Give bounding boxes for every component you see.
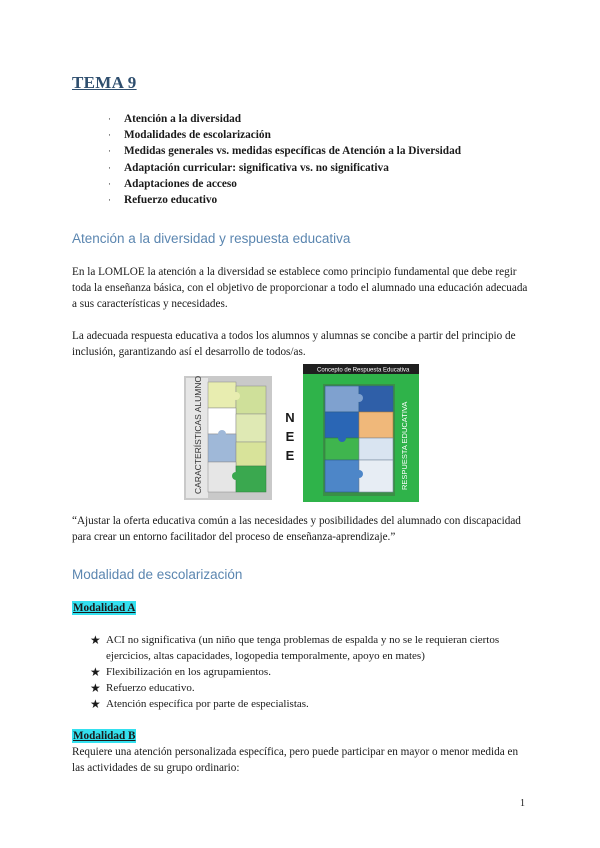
page-number: 1: [520, 798, 525, 809]
nee-label: N E E: [285, 410, 295, 463]
topic-item: · Atención a la diversidad: [108, 111, 461, 127]
topic-item: · Modalidades de escolarización: [108, 127, 461, 143]
bullet-icon: ·: [108, 178, 111, 189]
quote-paragraph: “Ajustar la oferta educativa común a las necesidades y posibilidades del alumnado con discapacidad para crear un entorno facilitador del proceso de enseñanza-aprendizaje.”: [72, 515, 521, 543]
modalidad-a-label: Modalidad A: [73, 602, 136, 614]
puzzle-educational-response-figure: [303, 364, 419, 502]
star-icon: ★: [90, 665, 101, 679]
star-icon: ★: [90, 697, 101, 711]
list-item: ★ Atención específica por parte de especialistas.: [90, 697, 309, 711]
star-icon: ★: [90, 681, 101, 695]
bullet-icon: ·: [108, 130, 111, 141]
modalidad-b-paragraph: Requiere una atención personalizada específica, pero puede participar en mayor o menor medida en las actividades de su grupo ordinario:: [72, 746, 519, 774]
figure-right-label: RESPUESTA EDUCATIVA: [400, 401, 409, 490]
topic-item: · Adaptaciones de acceso: [108, 176, 461, 192]
star-icon: ★: [90, 633, 101, 647]
figure-left-label: CARACTERÍSTICAS ALUMNO: [193, 376, 203, 494]
modalidad-b-label: Modalidad B: [73, 730, 136, 742]
section-heading-diversity: Atención a la diversidad y respuesta educativa: [72, 231, 351, 246]
list-item: ★ ACI no significativa (un niño que tenga problemas de espalda y no se le requieran ciertos ejercicios, altas capacidades, logopedia temporalmente, apoyo en mates): [90, 633, 500, 662]
bullet-icon: ·: [108, 162, 111, 173]
figure-right-title: Concepto de Respuesta Educativa: [317, 367, 410, 374]
puzzle-student-characteristics-figure: [184, 376, 272, 500]
list-item: ★ Refuerzo educativo.: [90, 681, 195, 695]
paragraph-lomloe: En la LOMLOE la atención a la diversidad se establece como principio fundamental que debe regir toda la enseñanza básica, con el objetivo de proporcionar a todo el alumnado una educación adecuada a sus características y necesidades.: [72, 266, 528, 310]
bullet-icon: ·: [108, 195, 111, 206]
topic-item: · Adaptación curricular: significativa vs. no significativa: [108, 160, 461, 176]
topic-item: · Refuerzo educativo: [108, 192, 461, 208]
modalidad-a-list: [90, 632, 520, 712]
list-item: ★ Flexibilización en los agrupamientos.: [90, 665, 271, 679]
topic-list: [108, 111, 461, 208]
bullet-icon: ·: [108, 114, 111, 124]
topic-item: · Medidas generales vs. medidas específicas de Atención a la Diversidad: [108, 143, 461, 159]
section-heading-schooling: Modalidad de escolarización: [72, 567, 243, 582]
page-title: TEMA 9: [72, 73, 137, 92]
bullet-icon: ·: [108, 146, 111, 157]
paragraph-inclusion: La adecuada respuesta educativa a todos los alumnos y alumnas se concibe a partir del principio de inclusión, garantizando así el desarrollo de todos/as.: [72, 330, 516, 358]
